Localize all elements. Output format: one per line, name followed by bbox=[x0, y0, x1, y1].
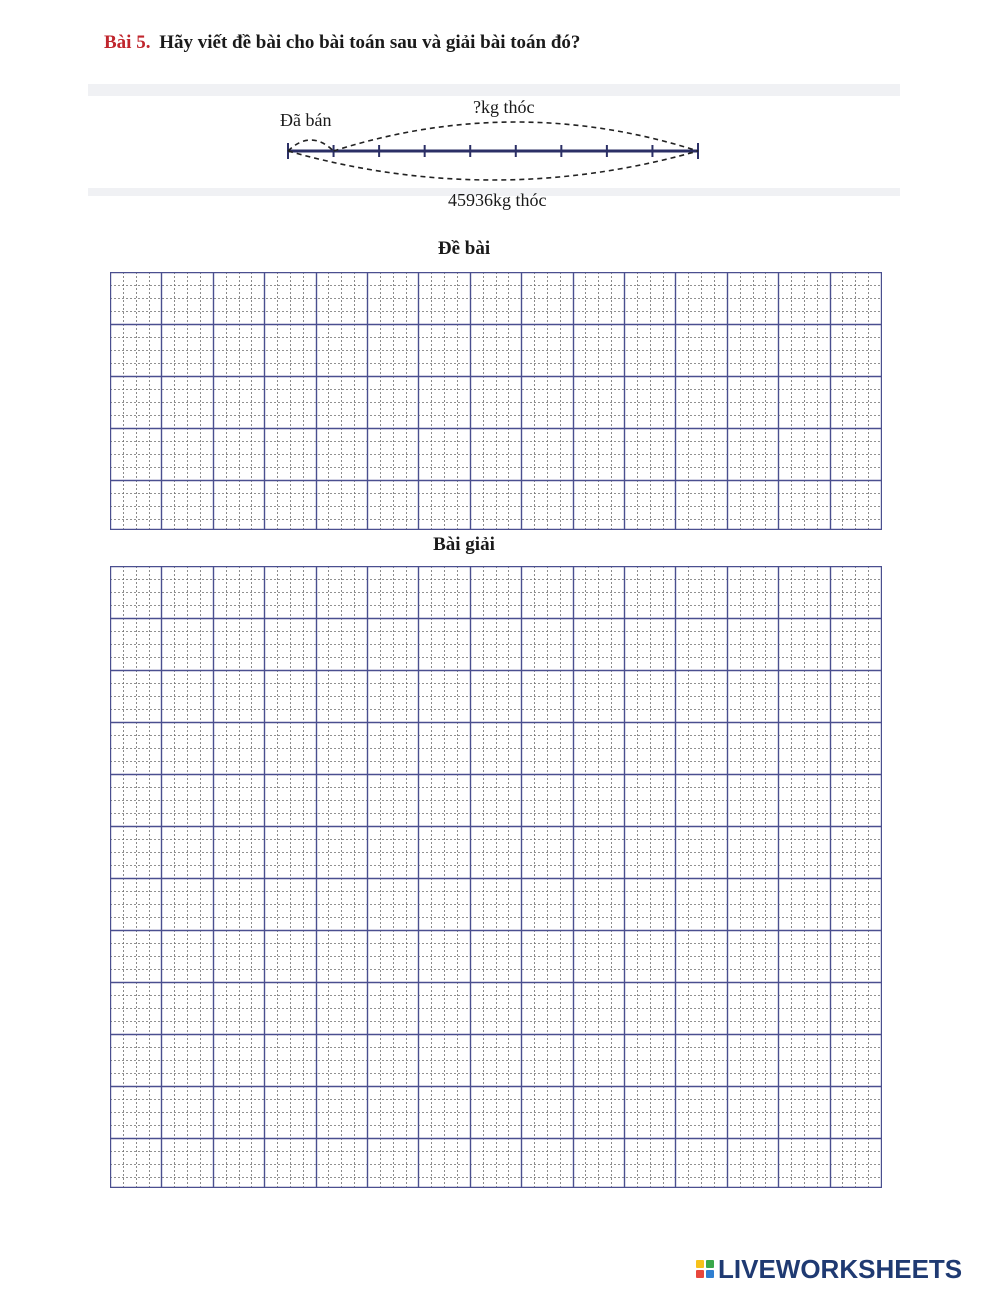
sold-brace bbox=[288, 140, 334, 151]
segment-diagram bbox=[270, 92, 710, 217]
problem-heading: Đề bài bbox=[437, 238, 491, 259]
liveworksheets-logo bbox=[696, 1254, 962, 1284]
solution-writing-area[interactable] bbox=[110, 566, 882, 1188]
problem-writing-area[interactable] bbox=[110, 272, 882, 530]
exercise-prompt: Hãy viết đề bài cho bài toán sau và giải bài toán đó? bbox=[159, 32, 581, 53]
solution-writing-grid bbox=[110, 566, 882, 1188]
problem-writing-grid bbox=[110, 272, 882, 530]
logo-text: LIVEWORKSHEETS bbox=[718, 1253, 963, 1284]
total-label: 45936kg thóc bbox=[448, 190, 547, 210]
sold-label: Đã bán bbox=[280, 110, 332, 130]
exercise-number: Bài 5. bbox=[104, 32, 151, 53]
exercise-title bbox=[104, 32, 580, 54]
logo-icon bbox=[696, 1260, 714, 1278]
total-brace bbox=[288, 151, 698, 180]
remaining-label: ?kg thóc bbox=[473, 97, 535, 117]
solution-heading: Bài giải bbox=[433, 534, 495, 555]
